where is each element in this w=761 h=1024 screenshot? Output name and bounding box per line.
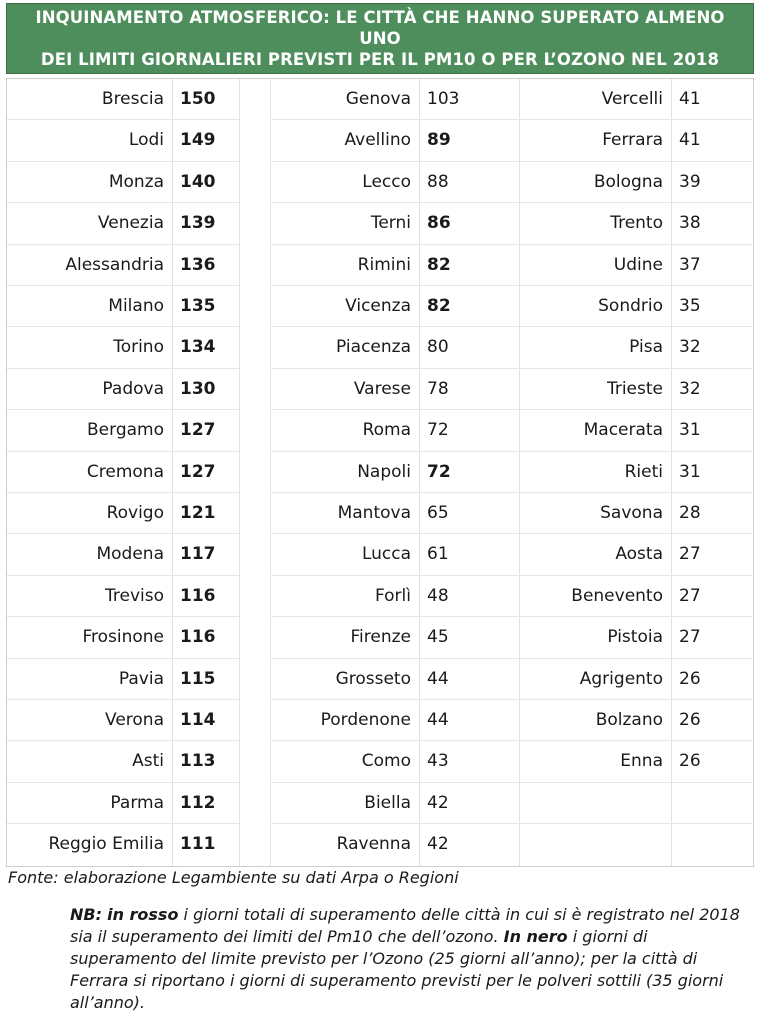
table-row (270, 617, 519, 658)
days-value: 117 (180, 544, 216, 565)
days-value: 114 (180, 710, 216, 730)
table-title (20, 7, 740, 70)
city-name: Biella (364, 792, 411, 813)
days-value: 43 (427, 751, 449, 772)
city-name: Pisa (629, 337, 663, 358)
table-row (270, 120, 519, 161)
table-row (7, 783, 239, 824)
days-value: 27 (679, 544, 701, 565)
city-name: Venezia (97, 213, 164, 234)
days-value: 135 (180, 296, 216, 316)
days-value: 37 (679, 254, 701, 275)
days-value: 48 (427, 585, 449, 606)
city-name: Genova (345, 89, 411, 109)
table-row (519, 369, 754, 410)
table-row (270, 576, 519, 617)
table-row (7, 369, 239, 410)
city-name: Parma (110, 792, 164, 813)
city-name: Piacenza (336, 337, 411, 358)
column-divider (239, 79, 240, 866)
days-value: 115 (180, 668, 216, 689)
days-value: 89 (427, 130, 451, 151)
days-value: 150 (180, 89, 216, 109)
city-name: Frosinone (82, 627, 164, 648)
city-name: Brescia (101, 89, 164, 109)
days-value: 116 (180, 585, 216, 606)
footnote (70, 904, 750, 1014)
table-row (270, 203, 519, 244)
city-name: Agrigento (579, 668, 663, 689)
city-name: Alessandria (65, 254, 164, 275)
days-value: 134 (180, 337, 216, 358)
days-value: 78 (427, 378, 449, 399)
days-value: 27 (679, 627, 701, 648)
days-value: 28 (679, 503, 701, 523)
days-value: 88 (427, 171, 449, 192)
table-row (519, 783, 754, 824)
city-name: Reggio Emilia (48, 834, 164, 855)
table-row (7, 493, 239, 534)
city-name: Firenze (350, 627, 411, 648)
city-name: Modena (96, 544, 164, 565)
days-value: 82 (427, 254, 451, 275)
city-name: Pordenone (320, 710, 411, 730)
table-row (519, 120, 754, 161)
city-name: Lecco (362, 171, 411, 192)
days-value: 35 (679, 296, 701, 316)
city-name: Torino (113, 337, 164, 358)
table-row (7, 617, 239, 658)
days-value: 39 (679, 171, 701, 192)
city-name: Rieti (624, 461, 663, 482)
city-name: Rimini (357, 254, 411, 275)
days-value: 130 (180, 378, 216, 399)
city-name: Enna (620, 751, 663, 772)
days-value: 121 (180, 503, 216, 523)
city-name: Cremona (86, 461, 164, 482)
days-value: 26 (679, 668, 701, 689)
days-value: 103 (427, 89, 460, 109)
table-row (7, 741, 239, 782)
days-value: 32 (679, 378, 701, 399)
table-row (270, 327, 519, 368)
footnote-in-nero: In nero (503, 927, 568, 946)
days-value: 32 (679, 337, 701, 358)
table-row (7, 576, 239, 617)
table-row (519, 576, 754, 617)
days-value: 31 (679, 420, 701, 441)
days-value: 112 (180, 792, 216, 813)
city-name: Milano (108, 296, 164, 316)
table-row (270, 286, 519, 327)
table-row (519, 286, 754, 327)
table-row (270, 452, 519, 493)
days-value: 127 (180, 461, 216, 482)
table-row (270, 534, 519, 575)
table-row (519, 79, 754, 120)
footnote-label: NB: (70, 905, 102, 924)
table-row (7, 120, 239, 161)
days-value: 41 (679, 89, 701, 109)
days-value: 44 (427, 710, 449, 730)
city-name: Verona (105, 710, 164, 730)
days-value: 72 (427, 420, 449, 441)
city-name: Grosseto (335, 668, 411, 689)
table-row (270, 783, 519, 824)
city-name: Macerata (583, 420, 663, 441)
days-value: 44 (427, 668, 449, 689)
city-name: Terni (370, 213, 411, 234)
footnote-text-2: i giorni di superamento del limite previsto per l’Ozono (25 giorni all’anno); per la città di Ferrara si riportano i giorni di superamento previsti per le polveri sottili (35 giorni all’anno). (70, 927, 724, 1012)
table-row (7, 410, 239, 451)
days-value: 149 (180, 130, 216, 151)
city-name: Pavia (118, 668, 164, 689)
days-value: 140 (180, 171, 216, 192)
city-name: Trento (610, 213, 663, 234)
days-value: 113 (180, 751, 216, 772)
days-value: 111 (180, 834, 216, 855)
city-name: Bologna (593, 171, 663, 192)
table-row (519, 700, 754, 741)
city-name: Lucca (361, 544, 411, 565)
city-name: Padova (102, 378, 164, 399)
days-value: 80 (427, 337, 449, 358)
footnote-text-1: i giorni totali di superamento delle città in cui si è registrato nel 2018 sia il superamento dei limiti del Pm10 che dell’ozono. (70, 905, 740, 946)
table-row (7, 700, 239, 741)
days-value: 82 (427, 296, 451, 316)
days-value: 72 (427, 461, 451, 482)
table-row (519, 245, 754, 286)
table-row (270, 245, 519, 286)
city-name: Avellino (344, 130, 411, 151)
table-row (519, 659, 754, 700)
table-row (519, 741, 754, 782)
city-name: Lodi (128, 130, 164, 151)
table-row (7, 534, 239, 575)
table-row (519, 617, 754, 658)
table-row (270, 824, 519, 865)
days-value: 42 (427, 792, 449, 813)
table-row (270, 369, 519, 410)
city-name: Monza (108, 171, 164, 192)
table-row (270, 741, 519, 782)
days-value: 31 (679, 461, 701, 482)
city-name: Bergamo (87, 420, 164, 441)
city-name: Udine (613, 254, 663, 275)
days-value: 86 (427, 213, 451, 234)
city-name: Ravenna (336, 834, 411, 855)
days-value: 61 (427, 544, 449, 565)
days-value: 41 (679, 130, 701, 151)
city-name: Varese (353, 378, 411, 399)
table-row (7, 203, 239, 244)
city-name: Como (361, 751, 411, 772)
table-row (270, 162, 519, 203)
city-name: Bolzano (595, 710, 663, 730)
table-row (7, 452, 239, 493)
table-row (519, 410, 754, 451)
table-row (270, 700, 519, 741)
city-name: Treviso (104, 585, 164, 606)
city-name: Forlì (374, 585, 411, 606)
days-value: 26 (679, 751, 701, 772)
city-name: Savona (600, 503, 663, 523)
city-name: Trieste (606, 378, 663, 399)
city-name: Mantova (337, 503, 411, 523)
table-row (7, 659, 239, 700)
table-row (7, 162, 239, 203)
table-row (519, 824, 754, 865)
table-row (519, 327, 754, 368)
city-name: Rovigo (106, 503, 164, 523)
table-row (7, 245, 239, 286)
city-name: Roma (362, 420, 411, 441)
table-row (270, 410, 519, 451)
days-value: 42 (427, 834, 449, 855)
days-value: 45 (427, 627, 449, 648)
table-row (7, 79, 239, 120)
days-value: 139 (180, 213, 216, 234)
table-row (519, 493, 754, 534)
city-name: Benevento (571, 585, 663, 606)
city-name: Vicenza (345, 296, 411, 316)
table-title-line2: DEI LIMITI GIORNALIERI PREVISTI PER IL PM10 O PER L’OZONO NEL 2018 (40, 50, 720, 69)
table-title-line1: INQUINAMENTO ATMOSFERICO: LE CITTÀ CHE HANNO SUPERATO ALMENO UNO (35, 8, 725, 48)
days-value: 27 (679, 585, 701, 606)
city-name: Pistoia (607, 627, 663, 648)
table-row (7, 286, 239, 327)
city-name: Vercelli (601, 89, 663, 109)
table-row (7, 327, 239, 368)
city-name: Napoli (357, 461, 411, 482)
days-value: 136 (180, 254, 216, 275)
days-value: 65 (427, 503, 449, 523)
days-value: 38 (679, 213, 701, 234)
footnote-in-rosso: in rosso (107, 905, 179, 924)
city-name: Aosta (615, 544, 663, 565)
city-name: Asti (132, 751, 164, 772)
table-row (519, 534, 754, 575)
table-row (270, 79, 519, 120)
city-name: Sondrio (598, 296, 663, 316)
days-value: 116 (180, 627, 216, 648)
table-row (519, 203, 754, 244)
table-row (7, 824, 239, 865)
source-note: Fonte: elaborazione Legambiente su dati Arpa o Regioni (8, 868, 459, 887)
table-row (519, 452, 754, 493)
city-days-table (6, 78, 754, 867)
days-value: 127 (180, 420, 216, 441)
city-name: Ferrara (602, 130, 663, 151)
table-row (270, 493, 519, 534)
table-row (270, 659, 519, 700)
days-value: 26 (679, 710, 701, 730)
table-header (6, 3, 754, 74)
table-row (519, 162, 754, 203)
